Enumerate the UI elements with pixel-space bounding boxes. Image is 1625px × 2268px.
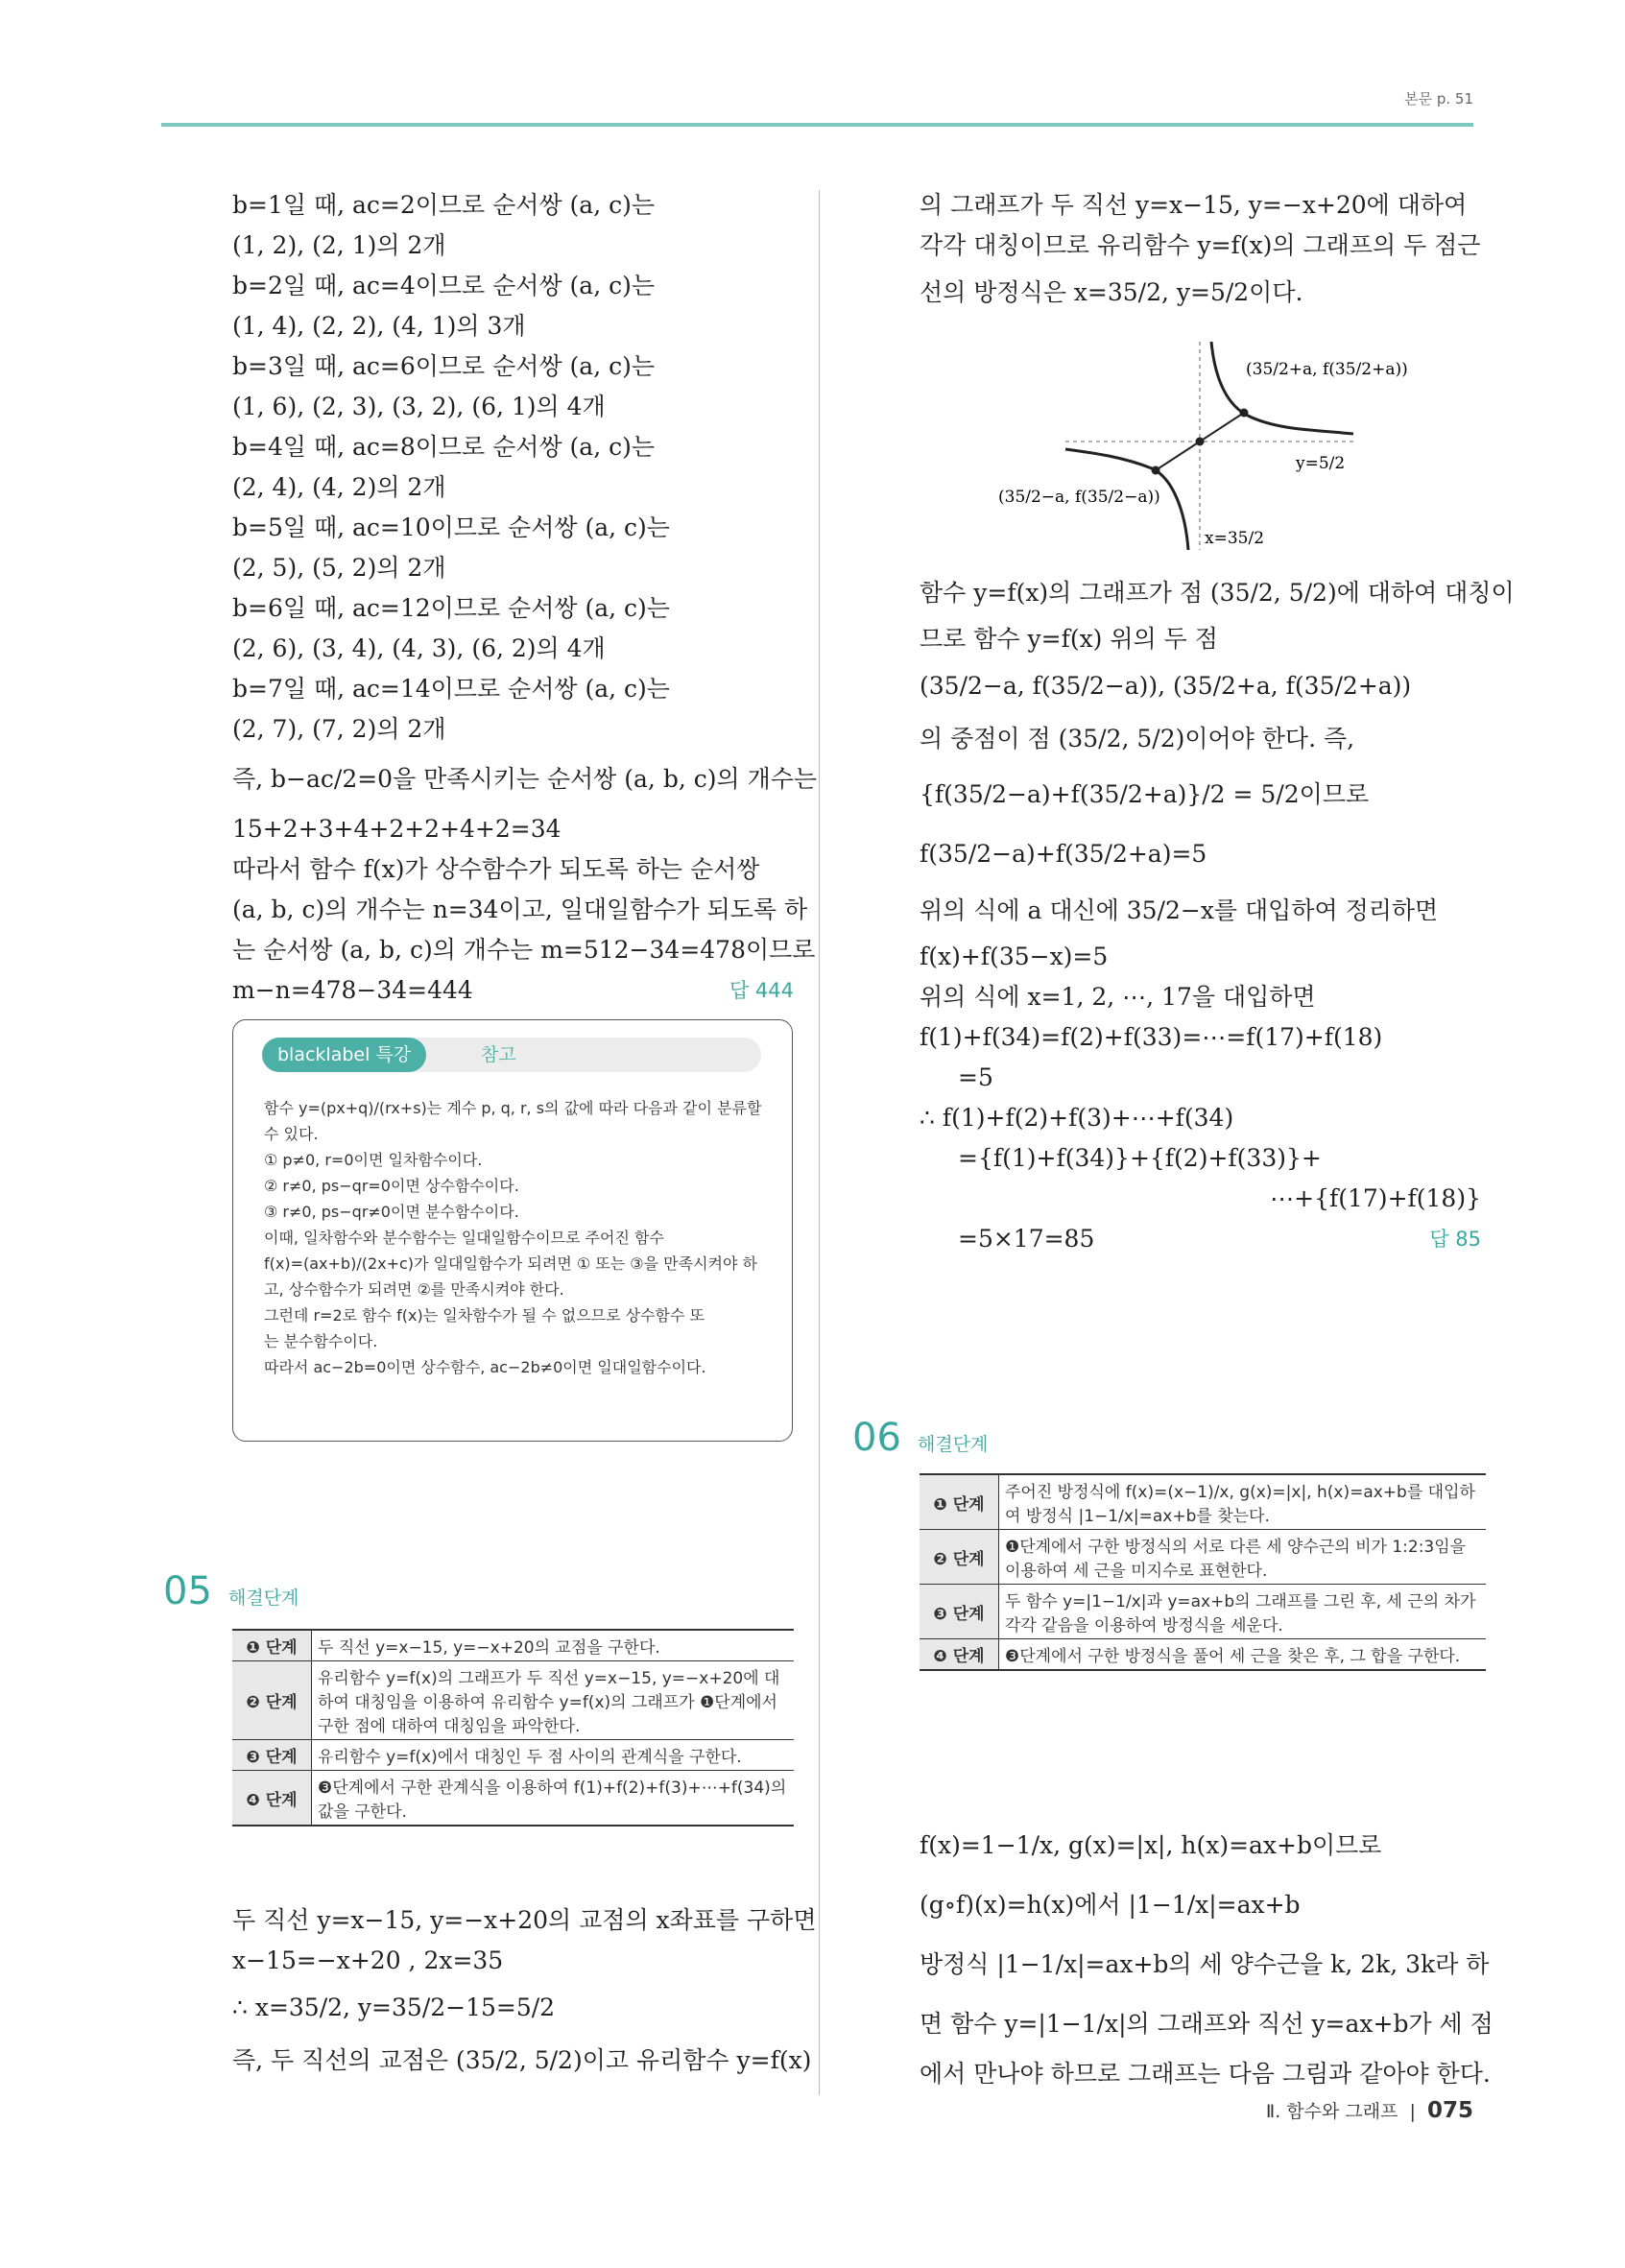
step-row — [920, 1585, 1486, 1639]
text-line: (1, 6), (2, 3), (3, 2), (6, 1)의 4개 — [232, 393, 606, 420]
text-line: (2, 6), (3, 4), (4, 3), (6, 2)의 4개 — [232, 634, 606, 662]
section-05-solution — [232, 1900, 817, 2087]
section-number: 06 — [852, 1416, 901, 1460]
step-row — [232, 1740, 794, 1771]
step-text: ❶단계에서 구한 방정식의 서로 다른 세 양수근의 비가 1:2:3임을 이용하여 세 근을 미지수로 표현한다. — [999, 1530, 1487, 1585]
step-text: 주어진 방정식에 f(x)=(x−1)/x, g(x)=|x|, h(x)=ax+b를 대입하여 방정식 |1−1/x|=ax+b를 찾는다. — [999, 1474, 1487, 1530]
page-footer — [1266, 2097, 1473, 2123]
text-line: 의 중점이 점 (35/2, 5/2)이어야 한다. 즉, — [920, 725, 1355, 752]
step-label: ❹ 단계 — [920, 1639, 999, 1671]
center-point — [1196, 438, 1205, 446]
text-line: f(35/2−a)+f(35/2+a)=5 — [920, 840, 1207, 868]
note-line: 함수 y=(px+q)/(rx+s)는 계수 p, q, r, s의 값에 따라 다음과 같이 분류할 — [264, 1099, 762, 1117]
right-column-intro — [920, 185, 1481, 319]
text-line: ∴ x=35/2, y=35/2−15=5/2 — [232, 1993, 556, 2021]
note-line: 고, 상수함수가 되려면 ②를 만족시켜야 한다. — [264, 1280, 564, 1299]
final-line — [920, 1219, 1481, 1259]
text-line: f(x)+f(35−x)=5 — [920, 943, 1109, 970]
text-line: 면 함수 y=|1−1/x|의 그래프와 직선 y=ax+b가 세 점 — [920, 2010, 1494, 2038]
text-line: (1, 4), (2, 2), (4, 1)의 3개 — [232, 312, 526, 340]
box-tag-secondary: 참고 — [481, 1044, 516, 1065]
section-05-heading — [163, 1569, 299, 1613]
step-label: ❹ 단계 — [232, 1771, 312, 1826]
step-row — [232, 1630, 794, 1661]
text-line: 선의 방정식은 x=35/2, y=5/2이다. — [920, 278, 1303, 306]
section-06-heading — [852, 1416, 988, 1460]
step-label: ❶ 단계 — [920, 1474, 999, 1530]
text-line: b=5일 때, ac=10이므로 순서쌍 (a, c)는 — [232, 513, 670, 541]
final-equation: =5×17=85 — [958, 1225, 1095, 1253]
step-row — [920, 1530, 1486, 1585]
section-06-solution — [920, 1816, 1494, 2094]
right-column-solution — [920, 566, 1515, 1259]
box-header — [262, 1038, 761, 1072]
text-line: 는 순서쌍 (a, b, c)의 개수는 m=512−34=478이므로 — [232, 936, 816, 964]
step-text: 유리함수 y=f(x)에서 대칭인 두 점 사이의 관계식을 구한다. — [312, 1740, 795, 1771]
text-line: (2, 5), (5, 2)의 2개 — [232, 554, 446, 582]
text-line: 위의 식에 a 대신에 35/2−x를 대입하여 정리하면 — [920, 896, 1439, 924]
text-line: f(x)=1−1/x, g(x)=|x|, h(x)=ax+b이므로 — [920, 1831, 1382, 1859]
text-line: ∴ f(1)+f(2)+f(3)+⋯+f(34) — [920, 1104, 1234, 1132]
step-text: 두 직선 y=x−15, y=−x+20의 교점을 구한다. — [312, 1630, 795, 1661]
step-label: ❸ 단계 — [920, 1585, 999, 1639]
lower-point-label: (35/2−a, f(35/2−a)) — [998, 488, 1160, 507]
text-line: f(1)+f(34)=f(2)+f(33)=⋯=f(17)+f(18) — [920, 1023, 1383, 1051]
answer-label: 답 85 — [1429, 1228, 1481, 1251]
text-line: (g∘f)(x)=h(x)에서 |1−1/x|=ax+b — [920, 1891, 1301, 1919]
section-05-steps-table — [232, 1629, 794, 1826]
step-row — [920, 1474, 1486, 1530]
column-divider — [819, 190, 820, 2095]
step-text: ❸단계에서 구한 방정식을 풀어 세 근을 찾은 후, 그 합을 구한다. — [999, 1639, 1487, 1671]
step-row — [232, 1771, 794, 1826]
note-line: f(x)=(ax+b)/(2x+c)가 일대일함수가 되려면 ① 또는 ③을 만족시켜야 하 — [264, 1254, 757, 1273]
text-line: ⋯+{f(17)+f(18)} — [1270, 1184, 1481, 1212]
text-line: =5 — [958, 1063, 993, 1091]
text-line: 방정식 |1−1/x|=ax+b의 세 양수근을 k, 2k, 3k라 하 — [920, 1950, 1490, 1978]
note-line: ① p≠0, r=0이면 일차함수이다. — [264, 1151, 483, 1169]
text-line: b=4일 때, ac=8이므로 순서쌍 (a, c)는 — [232, 433, 656, 461]
step-text: 유리함수 y=f(x)의 그래프가 두 직선 y=x−15, y=−x+20에 대하여 대칭임을 이용하여 유리함수 y=f(x)의 그래프가 ❶단계에서 구한 점에 대하여 대칭임을 파악한다. — [312, 1661, 795, 1740]
blacklabel-note-box — [232, 1019, 793, 1442]
footer-separator: | — [1409, 2101, 1416, 2122]
step-label: ❸ 단계 — [232, 1740, 312, 1771]
text-line: (1, 2), (2, 1)의 2개 — [232, 231, 446, 259]
page-reference: 본문 p. 51 — [1404, 90, 1473, 107]
note-line: 수 있다. — [264, 1125, 319, 1143]
lower-point — [1152, 466, 1160, 475]
text-line: (35/2−a, f(35/2−a)), (35/2+a, f(35/2+a)) — [920, 672, 1412, 700]
upper-point — [1240, 409, 1249, 418]
box-tag: blacklabel 특강 — [262, 1038, 426, 1072]
text-line: b=1일 때, ac=2이므로 순서쌍 (a, c)는 — [232, 191, 656, 219]
section-title: 해결단계 — [918, 1434, 989, 1455]
step-label: ❷ 단계 — [232, 1661, 312, 1740]
text-line: 함수 y=f(x)의 그래프가 점 (35/2, 5/2)에 대하여 대칭이 — [920, 579, 1515, 607]
text-line: 즉, 두 직선의 교점은 (35/2, 5/2)이고 유리함수 y=f(x) — [232, 2046, 812, 2074]
page-number: 075 — [1426, 2098, 1473, 2123]
text-line: b=7일 때, ac=14이므로 순서쌍 (a, c)는 — [232, 675, 670, 703]
text-line: {f(35/2−a)+f(35/2+a)}/2 = 5/2이므로 — [920, 780, 1370, 808]
note-line: 는 분수함수이다. — [264, 1332, 378, 1350]
left-column — [232, 185, 818, 1011]
section-06-steps-table — [920, 1473, 1486, 1671]
step-label: ❶ 단계 — [232, 1630, 312, 1661]
vertical-asymptote-label: x=35/2 — [1205, 529, 1265, 548]
note-line: ③ r≠0, ps−qr≠0이면 분수함수이다. — [264, 1203, 519, 1221]
section-title: 해결단계 — [228, 1588, 299, 1609]
note-line: 이때, 일차함수와 분수함수는 일대일함수이므로 주어진 함수 — [264, 1229, 664, 1247]
step-text: ❸단계에서 구한 관계식을 이용하여 f(1)+f(2)+f(3)+⋯+f(34)의 값을 구한다. — [312, 1771, 795, 1826]
summary-line: 즉, b−ac/2=0을 만족시키는 순서쌍 (a, b, c)의 개수는 — [232, 765, 818, 793]
chapter-label: Ⅱ. 함수와 그래프 — [1265, 2101, 1398, 2122]
final-line — [232, 970, 794, 1011]
step-row — [920, 1639, 1486, 1671]
text-line: (2, 4), (4, 2)의 2개 — [232, 473, 446, 501]
answer-label: 답 444 — [729, 979, 794, 1002]
text-line: (a, b, c)의 개수는 n=34이고, 일대일함수가 되도록 하 — [232, 895, 808, 923]
note-line: 따라서 ac−2b=0이면 상수함수, ac−2b≠0이면 일대일함수이다. — [264, 1358, 706, 1376]
section-number: 05 — [163, 1569, 212, 1613]
text-line: b=6일 때, ac=12이므로 순서쌍 (a, c)는 — [232, 594, 670, 622]
header-rule — [161, 123, 1473, 127]
note-line: ② r≠0, ps−qr=0이면 상수함수이다. — [264, 1177, 519, 1195]
upper-point-label: (35/2+a, f(35/2+a)) — [1246, 360, 1408, 379]
text-line: 에서 만나야 하므로 그래프는 다음 그림과 같아야 한다. — [920, 2060, 1491, 2088]
text-line: b=2일 때, ac=4이므로 순서쌍 (a, c)는 — [232, 272, 656, 299]
text-line: 의 그래프가 두 직선 y=x−15, y=−x+20에 대하여 — [920, 191, 1468, 219]
text-line: 위의 식에 x=1, 2, ⋯, 17을 대입하면 — [920, 983, 1316, 1011]
symmetry-graph — [989, 334, 1430, 555]
text-line: 따라서 함수 f(x)가 상수함수가 되도록 하는 순서쌍 — [232, 855, 760, 883]
text-line: 므로 함수 y=f(x) 위의 두 점 — [920, 625, 1218, 653]
step-row — [232, 1661, 794, 1740]
note-line: 그런데 r=2로 함수 f(x)는 일차함수가 될 수 없으므로 상수함수 또 — [264, 1306, 705, 1325]
horizontal-asymptote-label: y=5/2 — [1296, 454, 1346, 473]
step-label: ❷ 단계 — [920, 1530, 999, 1585]
sum-line: 15+2+3+4+2+2+4+2=34 — [232, 815, 562, 843]
text-line: b=3일 때, ac=6이므로 순서쌍 (a, c)는 — [232, 352, 656, 380]
text-line: 두 직선 y=x−15, y=−x+20의 교점의 x좌표를 구하면 — [232, 1906, 817, 1934]
text-line: 각각 대칭이므로 유리함수 y=f(x)의 그래프의 두 점근 — [920, 231, 1481, 259]
box-body — [264, 1095, 768, 1380]
text-line: ={f(1)+f(34)}+{f(2)+f(33)}+ — [958, 1144, 1322, 1172]
step-text: 두 함수 y=|1−1/x|과 y=ax+b의 그래프를 그린 후, 세 근의 차가 각각 같음을 이용하여 방정식을 세운다. — [999, 1585, 1487, 1639]
text-line: x−15=−x+20 , 2x=35 — [232, 1946, 504, 1974]
text-line: (2, 7), (7, 2)의 2개 — [232, 715, 446, 743]
final-equation: m−n=478−34=444 — [232, 976, 473, 1004]
